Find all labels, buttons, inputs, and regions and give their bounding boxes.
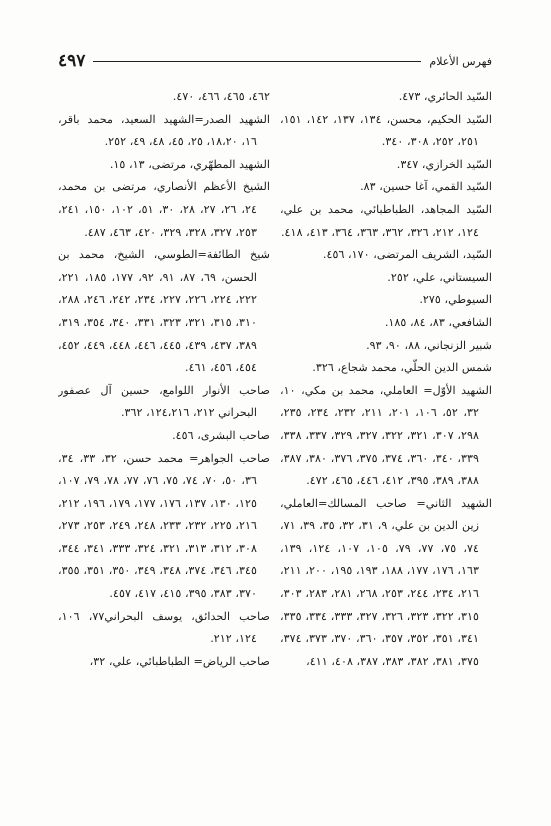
index-entry: ٤٦٢، ٤٦٥، ٤٦٦، ٤٧٠. (172, 90, 270, 103)
index-entry: صاحب البشرى، ٤٥٦. (172, 428, 270, 442)
index-entry: الشهيد الثاني= صاحب المسالك=العاملي، زين الدين بن علي، ٩، ٣١، ٣٢، ٣٥، ٣٩، ٧١، ٧٤، ٧٥، ٧٧، ٧٩، ١٠٥، ١٠٧، ١٢٤، ١٣٩، ١٦٣، ١٧٦، ١٧٧، ١٨٨، ١٩٣، ١٩٥، ٢٠٠، ٢١١، ٢١٦، ٢٣٤، ٢٤٤، ٢٥٣، ٢٦٨، ٢٨١، ٢٨٣، ٣٠٣، ٣١٥، ٣٢٢، ٣٢٣، ٣٢٦، ٣٢٧، ٣٣٣، ٣٣٤، ٣٣٥، ٣٤١، ٣٥١، ٣٥٢، ٣٥٧، ٣٦٠، ٣٧٠، ٣٧٣، ٣٧٤، ٣٧٥، ٣٨١، ٣٨٢، ٣٨٣، ٣٨٧، ٤٠٨، ٤١١، (280, 496, 492, 668)
index-entry: صاحب الحدائق، يوسف البحراني٧٧، ١٠٦، ١٢٤، ٢١٢. (58, 609, 270, 646)
index-entry: السيوطي، ٢٧٥. (419, 293, 492, 307)
index-entry: السّيد الخرازي، ٣٤٧. (396, 157, 492, 171)
index-entry: الشهيد الأوّل= العاملي، محمد بن مكي، ١٠، ٣٢، ٥٢، ١٠٦، ٢٠١، ٢١١، ٢٣٢، ٢٣٤، ٢٣٥، ٢٩٨، ٣٠٧، ٣٢١، ٣٢٢، ٣٢٧، ٣٢٩، ٣٣٧، ٣٣٨، ٣٣٩، ٣٤٠، ٣٦٠، ٣٧٤، ٣٧٥، ٣٧٦، ٣٨٠، ٣٨٧، ٣٨٨، ٣٨٩، ٣٩٥، ٤١٢، ٤٤٦، ٤٦٥، ٤٧٢. (280, 383, 492, 488)
index-entry: صاحب الرياض= الطباطبائي، علي، ٣٢، (89, 654, 270, 668)
index-entry: صاحب الأنوار اللوامع، حسين آل عصفور البحراني ٢١٢، ١٢٤،٢١٦، ٣٦٢. (58, 383, 270, 420)
index-entry: صاحب الجواهر= محمد حسن، ٣٢، ٣٣، ٣٤، ٣٦، ٥٠، ٧٠، ٧٤، ٧٥، ٧٦، ٧٧، ٧٨، ٧٩، ١٠٧، ١٢٥، ١٣٠، ١٣٧، ١٧٦، ١٧٧، ١٧٩، ١٩٦، ٢١٢، ٢١٦، ٢٢٥، ٢٣٢، ٢٣٣، ٢٤٨، ٢٤٩، ٢٥٣، ٢٧٣، ٣٠٨، ٣١٢، ٣١٣، ٣٢١، ٣٢٤، ٣٣٣، ٣٤١، ٣٤٤، ٣٤٥، ٣٤٦، ٣٧٤، ٣٤٨، ٣٤٩، ٣٥٠، ٣٥١، ٣٥٥، ٣٧٠، ٣٨٣، ٣٩٥، ٤١٥، ٤١٧، ٤٥٧. (58, 451, 270, 601)
index-entry: السّيد القمي، آغا حسين، ٨٣. (360, 180, 492, 194)
index-entry: الشهيد الصدر=الشهيد السعيد، محمد باقر، ١٦، ١٨،٢٠، ٢٥، ٤٥، ٤٨، ٤٩، ٢٥٢. (58, 112, 270, 149)
index-columns (58, 86, 492, 806)
index-entry: السّيد المجاهد، الطباطبائي، محمد بن علي، ١٢٤، ٢١٢، ٣٢٦، ٣٦٢، ٣٦٣، ٣٦٤، ٤١٣، ٤١٨. (280, 202, 492, 239)
index-entry: الشيخ الأعظم الأنصاري، مرتضى بن محمد، ٢٤، ٢٦، ٢٧، ٢٨، ٣٠، ٥١، ١٠٢، ١٥٠، ٢٤١، ٢٥٣، ٣٢٧، ٣٢٨، ٣٢٩، ٤٢٠، ٤٦٣، ٤٨٧. (58, 180, 270, 239)
running-title: فهرس الأعلام (429, 54, 492, 68)
page-number: ٤٩٧ (58, 51, 86, 71)
index-entry: الشافعي، ٨٣، ٨٤، ١٨٥. (384, 315, 492, 329)
index-entry: شبير الزنجاني، ٨٨، ٩٠، ٩٣. (366, 338, 492, 352)
index-entry: شيخ الطائفة=الطوسي، الشيخ، محمد بن الحسن، ٦٩، ٨٧، ٩١، ٩٢، ١٧٧، ١٨٥، ٢٢١، ٢٢٢، ٢٢٤، ٢٢٦، ٢٢٧، ٢٣٤، ٢٤٢، ٢٤٦، ٢٨٨، ٣١٠، ٣١٥، ٣٢١، ٣٢٣، ٣٣١، ٣٤٠، ٣٥٤، ٣١٩، ٣٨٩، ٤٣٧، ٤٣٩، ٤٤٥، ٤٤٦، ٤٤٨، ٤٤٩، ٤٥٢، ٤٥٤، ٤٥٦، ٤٦١. (58, 248, 270, 375)
index-entry: الشهيد المطهّري، مرتضى، ١٣، ١٥. (109, 157, 270, 171)
page-header (58, 48, 492, 74)
index-entry: شمس الدين الحلّي، محمد شجاع، ٣٢٦. (312, 361, 492, 375)
index-entry: السّيد الحائري، ٤٧٣. (398, 90, 492, 103)
index-entry: السّيد، الشريف المرتضى، ١٧٠، ٤٥٦. (322, 248, 492, 262)
right-column (280, 86, 492, 806)
index-entry: السيستاني، علي، ٢٥٢. (387, 270, 492, 284)
left-column (58, 86, 270, 806)
header-rule (93, 61, 421, 62)
index-entry: السّيد الحكيم، محسن، ١٣٤، ١٣٧، ١٤٢، ١٥١، ٢٥١، ٢٥٢، ٣٠٨، ٣٤٠. (280, 112, 492, 149)
